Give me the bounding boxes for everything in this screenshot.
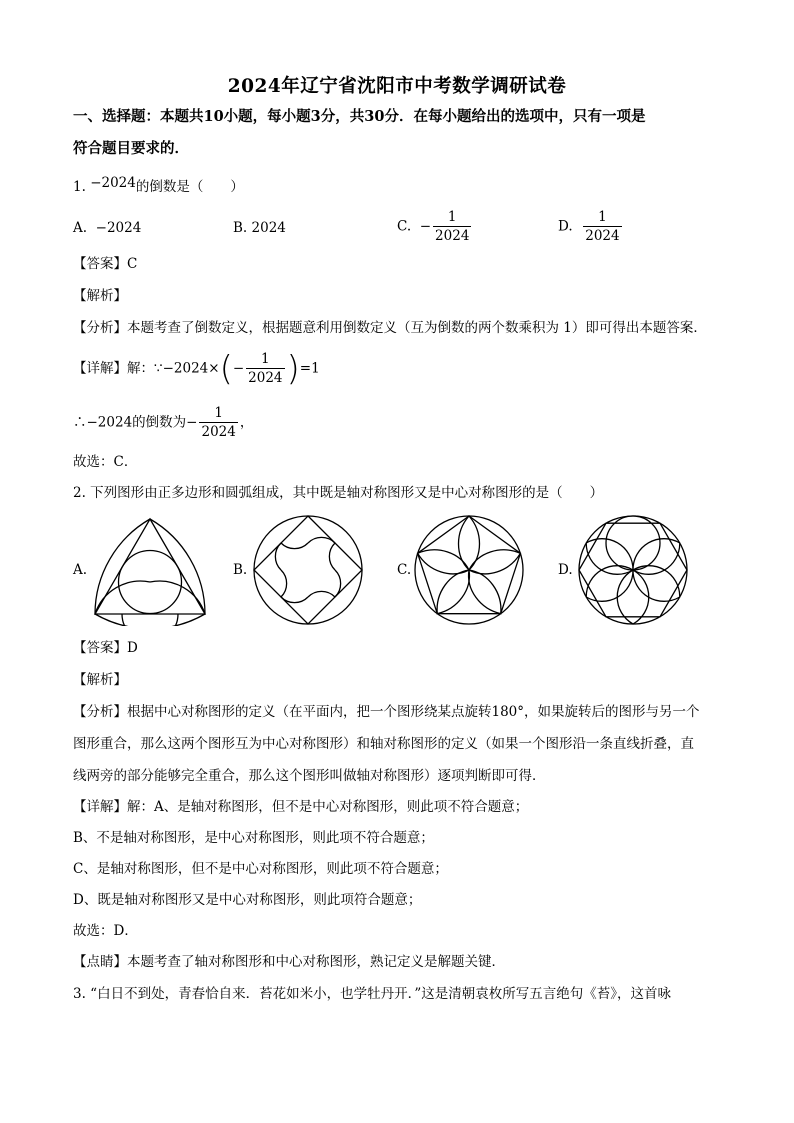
detail-fraction <box>246 350 284 387</box>
section-heading-line1: 一、选择题：本题共10小题，每小题3分，共30分．在每小题给出的选项中，只有一项是 <box>73 108 646 125</box>
therefore-fraction <box>199 404 237 441</box>
numerator: 1 <box>199 404 237 423</box>
q2-detail-c: C、是轴对称图形，但不是中心对称图形，则此项不符合题意； <box>73 861 448 877</box>
q2-analysis-line3: 线两旁的部分能够完全重合，那么这个图形叫做轴对称图形）逐项判断即可得． <box>73 768 546 784</box>
numerator: 1 <box>433 208 471 227</box>
q1-therefore <box>73 404 253 441</box>
q1-number: 1. <box>73 179 86 195</box>
q2-figure-label-c: C. <box>397 562 412 578</box>
denominator: 2024 <box>248 370 283 386</box>
detail-expression: −2024× <box>162 360 220 377</box>
section-heading-line2: 符合题目要求的． <box>73 140 189 157</box>
option-value: −2024 <box>95 220 142 236</box>
denominator: 2024 <box>201 424 236 440</box>
q1-option-b <box>233 219 286 237</box>
q1-analysis: 【分析】本题考查了倒数定义，根据题意利用倒数定义（互为倒数的两个数乘积为 1）即可得出本题答案． <box>73 320 707 336</box>
q1-option-d-fraction <box>583 208 621 245</box>
q2-figure-d <box>577 514 689 626</box>
detail-prefix: 【详解】解： <box>73 360 154 377</box>
q1-expression: −2024 <box>90 175 136 191</box>
q1-analysis-header: 【解析】 <box>73 288 127 304</box>
option-sign: − <box>419 218 432 235</box>
detail-result: =1 <box>299 360 320 377</box>
detail-minus: − <box>232 360 245 377</box>
left-paren: ( <box>219 348 233 389</box>
q2-detail-d: D、既是轴对称图形又是中心对称图形，则此项符合题意； <box>73 892 422 908</box>
therefore-suffix: ， <box>239 414 254 431</box>
because-symbol: ∵ <box>154 360 163 377</box>
q1-choose: 故选：C． <box>73 454 138 470</box>
q2-figure-label-b: B. <box>233 562 248 578</box>
q2-analysis-line2: 图形重合，那么这两个图形互为中心对称图形）和轴对称图形的定义（如果一个图形沿一条直线折叠，直 <box>73 736 694 752</box>
therefore-text: ∴−2024的倒数为 <box>73 414 187 431</box>
q1-option-a <box>73 219 141 237</box>
q2-stem: 2. 下列图形由正多边形和圆弧组成，其中既是轴对称图形又是中心对称图形的是（ ） <box>73 485 604 501</box>
q1-option-c-fraction <box>433 208 471 245</box>
q2-detail-a: 【详解】解：A、是轴对称图形，但不是中心对称图形，则此项不符合题意； <box>73 799 529 815</box>
q2-figure-label-d: D. <box>558 562 573 578</box>
q2-figure-a <box>86 514 214 626</box>
q2-figure-label-a: A. <box>73 562 88 578</box>
q2-figure-b <box>252 514 364 626</box>
option-label: A. <box>73 220 88 236</box>
q3-stem: 3. “白日不到处，青春恰自来．苔花如米小，也学牡丹开．”这是清朝袁枚所写五言绝句《苔》，这首咏 <box>73 986 671 1002</box>
q2-figure-c <box>413 514 525 626</box>
page-title: 2024年辽宁省沈阳市中考数学调研试卷 <box>227 76 567 97</box>
option-label: B. <box>233 220 248 236</box>
numerator: 1 <box>583 208 621 227</box>
q2-comment: 【点睛】本题考查了轴对称图形和中心对称图形，熟记定义是解题关键． <box>73 954 505 970</box>
therefore-minus: − <box>186 414 198 431</box>
q1-option-d <box>558 208 624 245</box>
q1-detail <box>73 350 320 387</box>
q1-stem <box>73 175 244 196</box>
q1-answer: 【答案】C <box>73 256 138 272</box>
q2-answer: 【答案】D <box>73 640 138 656</box>
option-label: D. <box>558 218 573 235</box>
q2-choose: 故选：D． <box>73 923 138 939</box>
numerator: 1 <box>246 350 284 369</box>
denominator: 2024 <box>435 228 470 244</box>
q2-analysis-header: 【解析】 <box>73 672 127 688</box>
option-value: 2024 <box>251 220 286 236</box>
right-paren: ) <box>286 348 300 389</box>
q1-stem-text: 的倒数是（ ） <box>135 179 244 195</box>
denominator: 2024 <box>585 228 620 244</box>
q2-detail-b: B、不是轴对称图形，是中心对称图形，则此项不符合题意； <box>73 830 434 846</box>
option-label: C. <box>397 218 412 235</box>
q2-analysis-line1: 【分析】根据中心对称图形的定义（在平面内，把一个图形绕某点旋转180°，如果旋转后的图形与另一个 <box>73 704 700 720</box>
q1-option-c <box>397 208 473 245</box>
